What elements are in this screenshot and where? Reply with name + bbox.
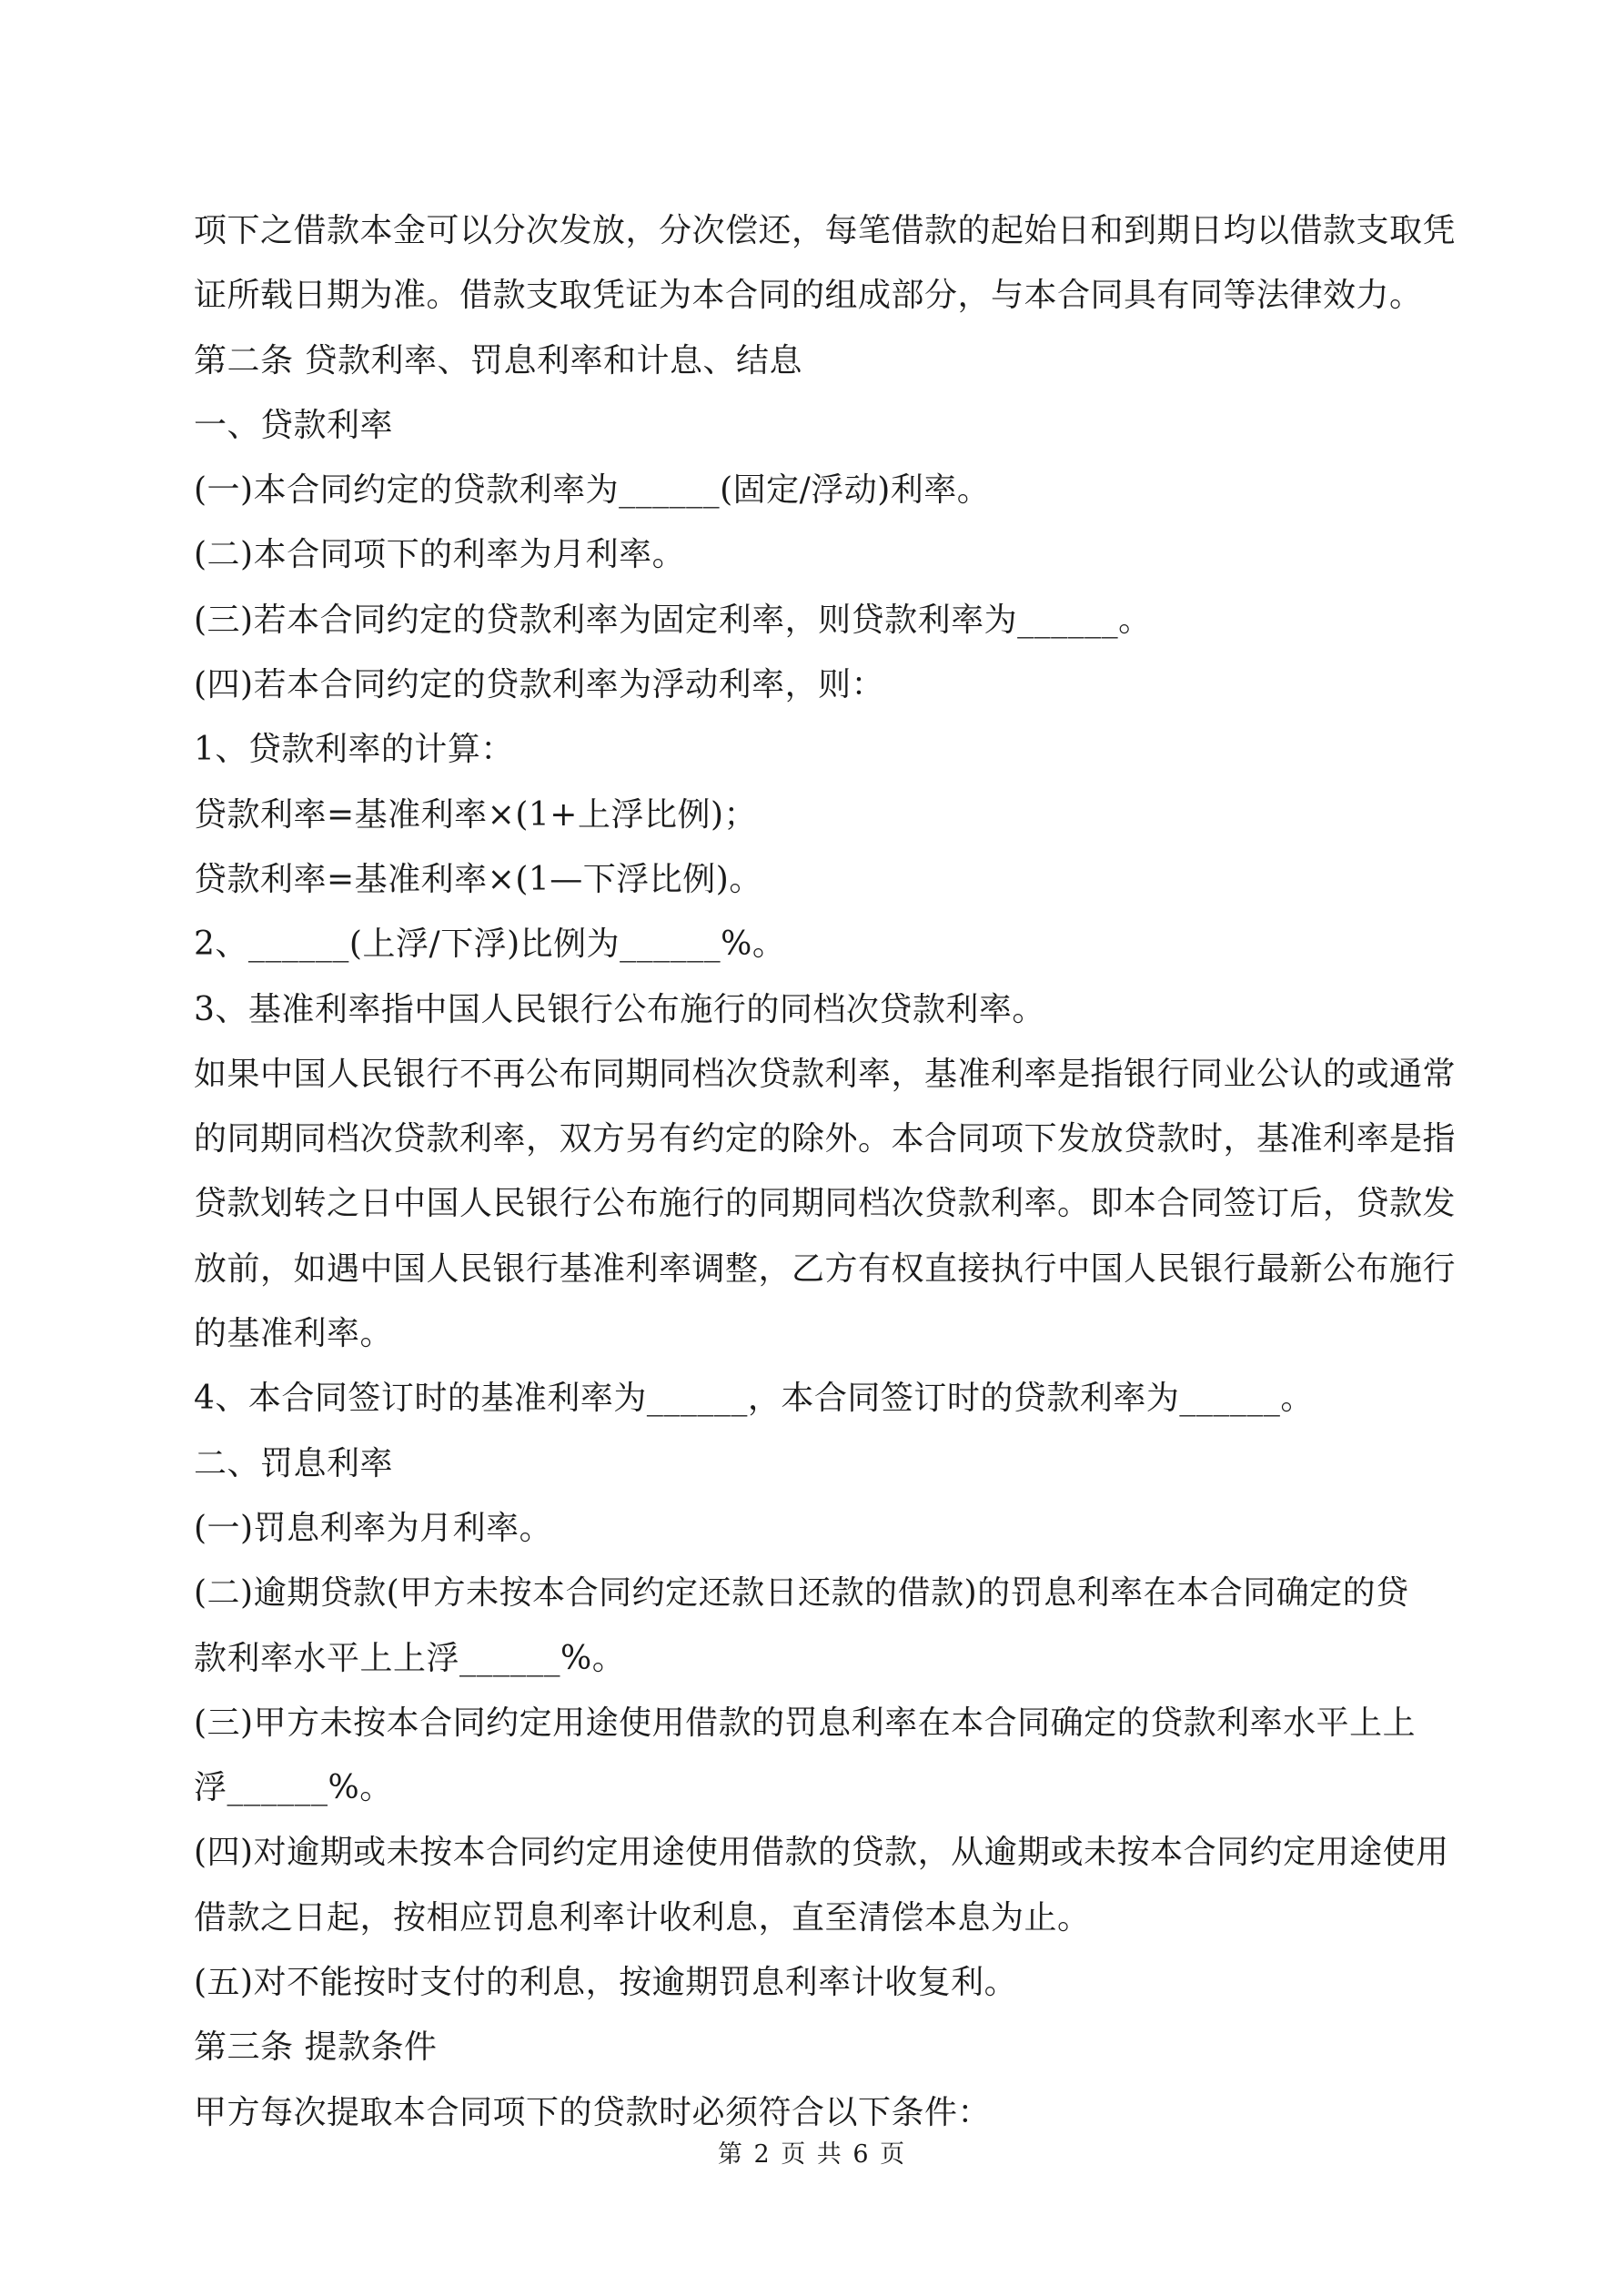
text-line: (四)若本合同约定的贷款利率为浮动利率，则：	[194, 666, 885, 704]
text-line: 放前，如遇中国人民银行基准利率调整，乙方有权直接执行中国人民银行最新公布施行	[194, 1249, 1457, 1288]
text-line: (二)本合同项下的利率为月利率。	[194, 536, 686, 574]
text-line: 项下之借款本金可以分次发放，分次偿还，每笔借款的起始日和到期日均以借款支取凭	[194, 212, 1457, 249]
subsection-heading: 一、贷款利率	[194, 406, 394, 444]
text-line: 4、本合同签订时的基准利率为______，本合同签订时的贷款利率为______。	[194, 1380, 1314, 1418]
text-line: (四)对逾期或未按本合同约定用途使用借款的贷款，从逾期或未按本合同约定用途使用	[194, 1834, 1449, 1872]
text-line: 贷款划转之日中国人民银行公布施行的同期同档次贷款利率。即本合同签订后，贷款发	[194, 1185, 1457, 1223]
text-line: 甲方每次提取本合同项下的贷款时必须符合以下条件：	[194, 2093, 992, 2131]
text-line: 的基准利率。	[194, 1315, 394, 1353]
text-line: 浮______%。	[194, 1769, 393, 1807]
text-line: 证所载日期为准。借款支取凭证为本合同的组成部分，与本合同具有同等法律效力。	[194, 277, 1423, 315]
document-body	[194, 198, 1457, 2145]
text-line: 款利率水平上上浮______%。	[194, 1639, 626, 1677]
text-line: (五)对不能按时支付的利息，按逾期罚息利率计收复利。	[194, 1964, 1018, 2002]
text-line: (二)逾期贷款(甲方未按本合同约定还款日还款的借款)的罚息利率在本合同确定的贷	[194, 1574, 1409, 1613]
text-line: 如果中国人民银行不再公布同期同档次贷款利率，基准利率是指银行同业公认的或通常	[194, 1055, 1457, 1093]
page-number-footer: 第 2 页 共 6 页	[717, 2140, 907, 2169]
formula-line: 贷款利率=基准利率×(1—下浮比例)。	[194, 860, 762, 898]
section-heading: 第三条 提款条件	[194, 2028, 438, 2067]
text-line: 借款之日起，按相应罚息利率计收利息，直至清偿本息为止。	[194, 1898, 1091, 1937]
text-line: (一)罚息利率为月利率。	[194, 1509, 553, 1547]
text-line: (三)若本合同约定的贷款利率为固定利率，则贷款利率为______。	[194, 601, 1152, 639]
section-heading: 第二条 贷款利率、罚息利率和计息、结息	[194, 341, 802, 379]
text-line: 3、基准利率指中国人民银行公布施行的同档次贷款利率。	[194, 990, 1045, 1028]
text-line: (一)本合同约定的贷款利率为______(固定/浮动)利率。	[194, 471, 991, 510]
formula-line: 贷款利率=基准利率×(1+上浮比例)；	[194, 795, 757, 834]
subsection-heading: 二、罚息利率	[194, 1444, 394, 1482]
text-line: (三)甲方未按本合同约定用途使用借款的罚息利率在本合同确定的贷款利率水平上上	[194, 1704, 1417, 1742]
text-line: 2、______(上浮/下浮)比例为______%。	[194, 925, 786, 964]
text-line: 的同期同档次贷款利率，双方另有约定的除外。本合同项下发放贷款时，基准利率是指	[194, 1120, 1457, 1158]
text-line: 1、贷款利率的计算：	[194, 731, 514, 769]
